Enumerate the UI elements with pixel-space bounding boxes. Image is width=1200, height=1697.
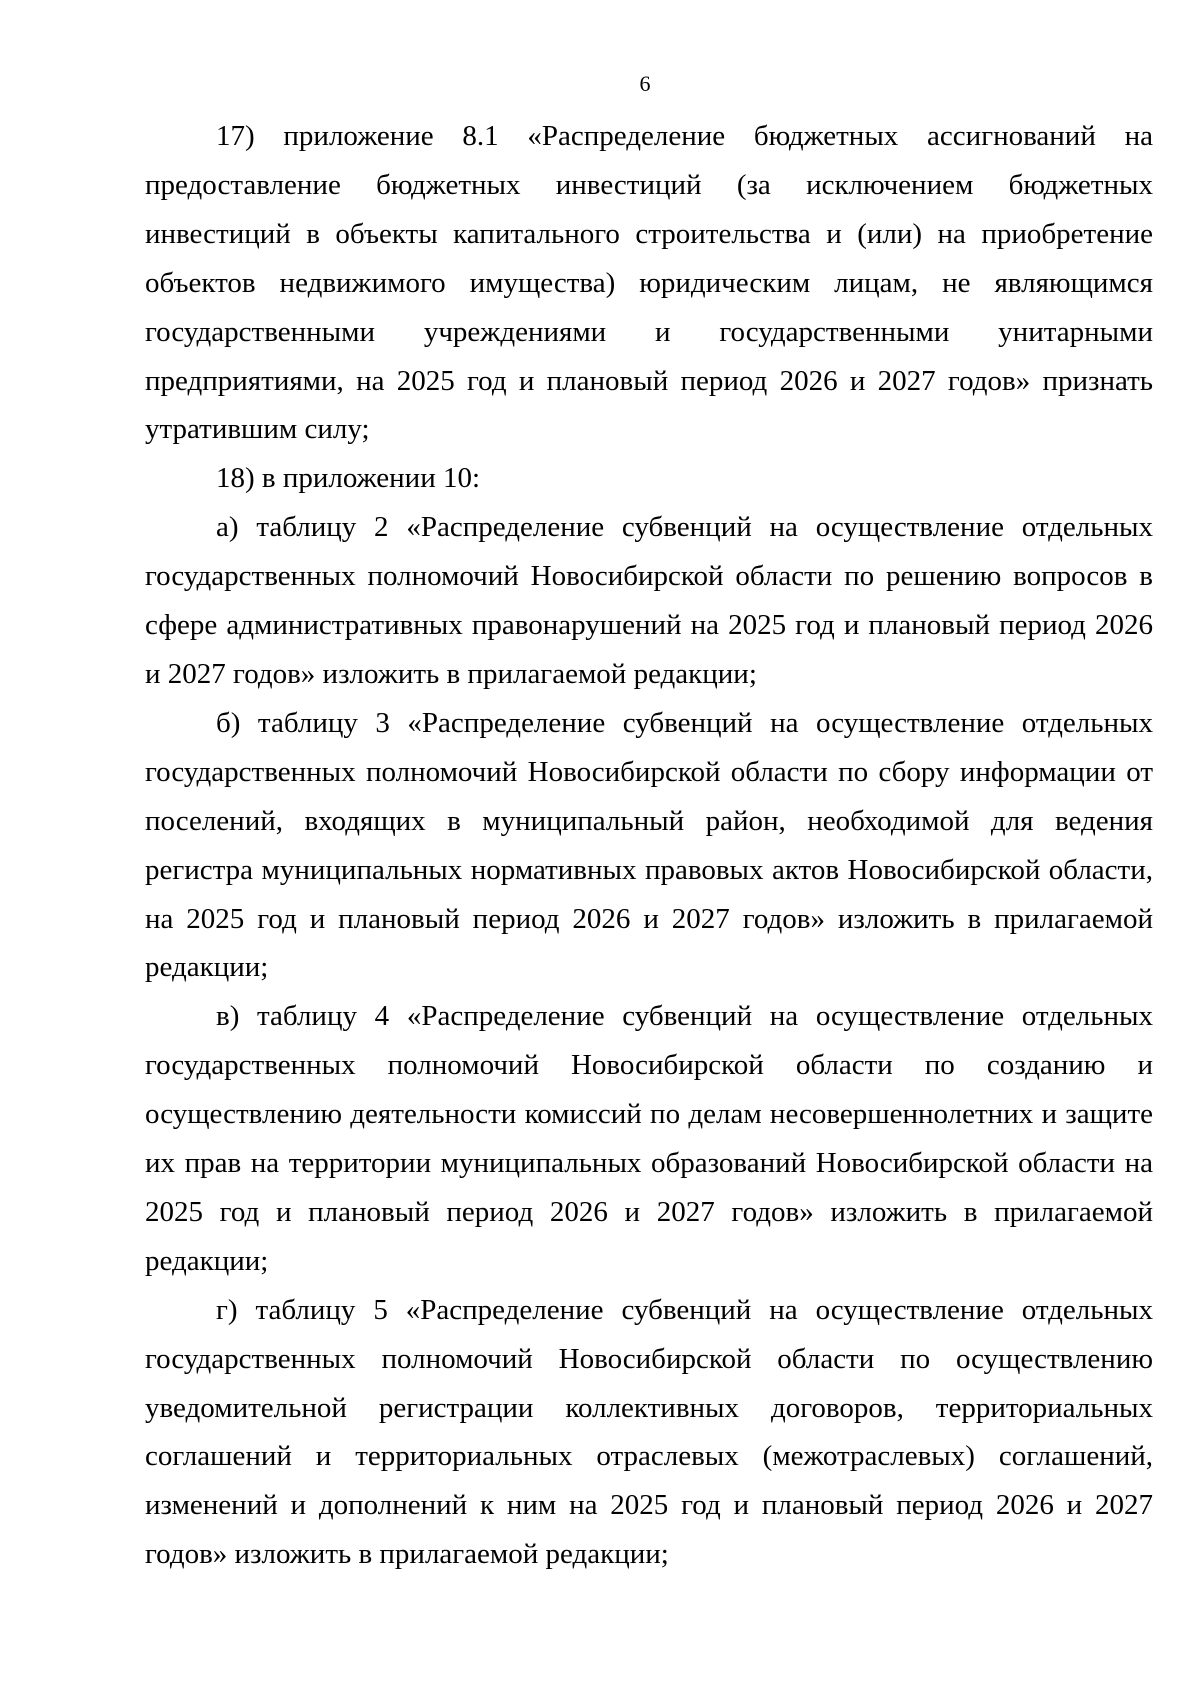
paragraph-item-18: 18) в приложении 10: xyxy=(216,462,481,495)
document-body xyxy=(145,112,1153,1579)
paragraph-item-17: 17) приложение 8.1 «Распределение бюджетных ассигнований на предоставление бюджетных инвестиций (за исключением бюджетных инвестиций в объекты капитального строительства и (или) на приобретение объектов недвижимого имущества) юридическим лицам, не являющимся государственными учреждениями и государственными унитарными предприятиями, на 2025 год и плановый период 2026 и 2027 годов» признать утратившим силу; xyxy=(145,120,1153,446)
paragraph-subitem-v: в) таблицу 4 «Распределение субвенций на осуществление отдельных государственных полномочий Новосибирской области по созданию и осуществлению деятельности комиссий по делам несовершеннолетних и защите их прав на территории муниципальных образований Новосибирской области на 2025 год и плановый период 2026 и 2027 годов» изложить в прилагаемой редакции; xyxy=(145,1000,1153,1277)
page-number: 6 xyxy=(639,71,651,96)
paragraph-subitem-b: б) таблицу 3 «Распределение субвенций на осуществление отдельных государственных полномочий Новосибирской области по сбору информации от поселений, входящих в муниципальный район, необходимой для ведения регистра муниципальных нормативных правовых актов Новосибирской области, на 2025 год и плановый период 2026 и 2027 годов» изложить в прилагаемой редакции; xyxy=(145,706,1153,984)
paragraph-subitem-a: а) таблицу 2 «Распределение субвенций на осуществление отдельных государственных полномочий Новосибирской области по решению вопросов в сфере административных правонарушений на 2025 год и плановый период 2026 и 2027 годов» изложить в прилагаемой редакции; xyxy=(145,511,1153,690)
paragraph-subitem-g: г) таблицу 5 «Распределение субвенций на осуществление отдельных государственных полномочий Новосибирской области по осуществлению уведомительной регистрации коллективных договоров, территориальных соглашений и территориальных отраслевых (межотраслевых) соглашений, изменений и дополнений к ним на 2025 год и плановый период 2026 и 2027 годов» изложить в прилагаемой редакции; xyxy=(145,1293,1153,1571)
